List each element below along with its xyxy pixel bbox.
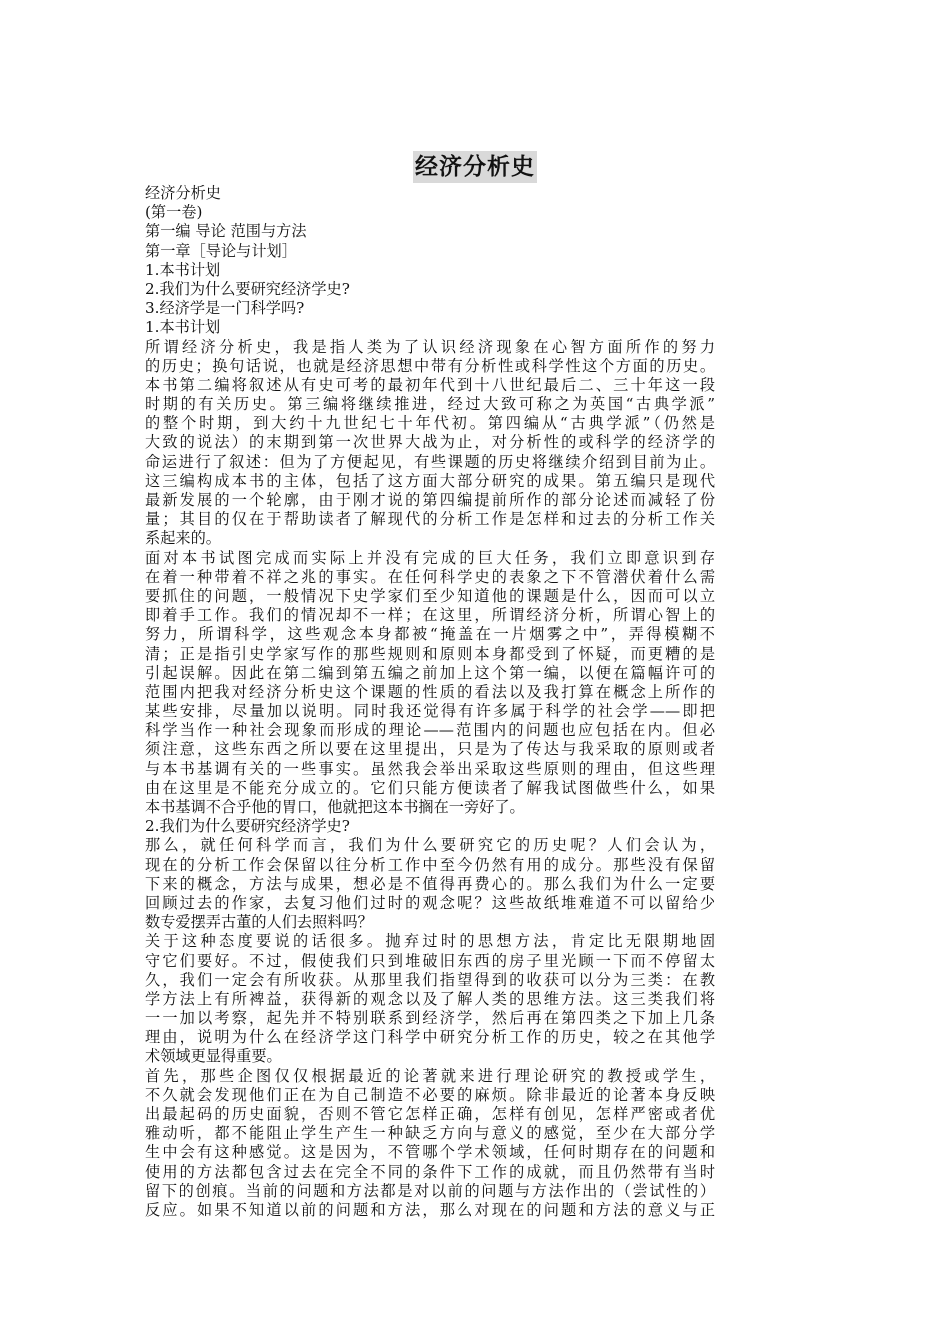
text-line: (第一卷): [145, 203, 203, 222]
text-line: 留下的创痕。当前的问题和方法都是对以前的问题与方法作出的（尝试性的）: [145, 1181, 715, 1200]
text-line: 使用的方法都包含过去在完全不同的条件下工作的成就，而且仍然带有当时: [145, 1162, 715, 1181]
text-line: 回顾过去的作家，去复习他们过时的观念呢？这些故纸堆难道不可以留给少: [145, 893, 715, 912]
text-line: 1.本书计划: [145, 318, 221, 337]
document-title-container: [0, 151, 950, 183]
text-line: 1.本书计划: [145, 260, 221, 279]
text-line: 第一编 导论 范围与方法: [145, 222, 307, 241]
text-line: 某些安排，尽量加以说明。同时我还觉得有许多属于科学的社会学——即把: [145, 702, 715, 721]
text-line: 第一章［导论与计划］: [145, 241, 297, 260]
text-line: 面对本书试图完成而实际上并没有完成的巨大任务，我们立即意识到存: [145, 548, 715, 567]
text-line: 守它们要好。不过，假使我们只到堆破旧东西的房子里光顾一下而不停留太: [145, 951, 715, 970]
text-line: 量；其目的仅在于帮助读者了解现代的分析工作是怎样和过去的分析工作关: [145, 510, 715, 529]
text-line: 那么，就任何科学而言，我们为什么要研究它的历史呢？人们会认为，: [145, 836, 715, 855]
text-line: 的历史；换句话说，也就是经济思想中带有分析性或科学性这个方面的历史。: [145, 356, 715, 375]
text-line: 在着一种带着不祥之兆的事实。在任何科学史的表象之下不管潜伏着什么需: [145, 567, 715, 586]
document-body: [145, 184, 715, 1220]
document-title: 经济分析史: [413, 151, 537, 183]
text-line: 理由，说明为什么在经济学这门科学中研究分析工作的历史，较之在其他学: [145, 1028, 715, 1047]
text-line: 关于这种态度要说的话很多。抛弃过时的思想方法，肯定比无限期地固: [145, 932, 715, 951]
text-line: 3.经济学是一门科学吗?: [145, 299, 305, 318]
text-line: 雅动听，都不能阻止学生产生一种缺乏方向与意义的感觉，至少在大部分学: [145, 1124, 715, 1143]
text-line: 经济分析史: [145, 184, 221, 202]
text-line: 久，我们一定会有所收获。从那里我们指望得到的收获可以分为三类：在教: [145, 970, 715, 989]
text-line: 数专爱摆弄古董的人们去照料吗？: [145, 913, 373, 932]
text-line: 由在这里是不能充分成立的。它们只能方便读者了解我试图做些什么，如果: [145, 778, 715, 797]
text-line: 所谓经济分析史，我是指人类为了认识经济现象在心智方面所作的努力: [145, 337, 715, 356]
text-line: 时期的有关历史。第三编将继续推进，经过大致可称之为英国“古典学派”: [145, 395, 715, 414]
text-line: 的整个时期，到大约十九世纪七十年代初。第四编从“古典学派”（仍然是: [145, 414, 715, 433]
text-line: 不久就会发现他们正在为自己制造不必要的麻烦。除非最近的论著本身反映: [145, 1085, 715, 1104]
text-line: 努力，所谓科学，这些观念本身都被“掩盖在一片烟雾之中”，弄得模糊不: [145, 625, 715, 644]
text-line: 须注意，这些东西之所以要在这里提出，只是为了传达与我采取的原则或者: [145, 740, 715, 759]
text-line: 命运进行了叙述：但为了方便起见，有些课题的历史将继续介绍到目前为止。: [145, 452, 715, 471]
text-line: 出最起码的历史面貌，否则不管它怎样正确，怎样有创见，怎样严密或者优: [145, 1105, 715, 1123]
text-line: 这三编构成本书的主体，包括了这方面大部分研究的成果。第五编只是现代: [145, 471, 715, 490]
text-line: 系起来的。: [145, 529, 221, 548]
text-line: 本书基调不合乎他的胃口，他就把这本书搁在一旁好了。: [145, 798, 525, 816]
text-line: 清；正是指引史学家写作的那些规则和原则本身都受到了怀疑，而更糟的是: [145, 644, 715, 663]
text-line: 下来的概念，方法与成果，想必是不值得再费心的。那么我们为什么一定要: [145, 874, 715, 893]
text-line: 术领域更显得重要。: [145, 1047, 282, 1066]
text-line: 2.我们为什么要研究经济学史?: [145, 817, 350, 836]
text-line: 学方法上有所裨益，获得新的观念以及了解人类的思维方法。这三类我们将: [145, 989, 715, 1008]
text-line: 范围内把我对经济分析史这个课题的性质的看法以及我打算在概念上所作的: [145, 682, 715, 701]
text-line: 反应。如果不知道以前的问题和方法，那么对现在的问题和方法的意义与正: [145, 1200, 715, 1219]
text-line: 与本书基调有关的一些事实。虽然我会举出采取这些原则的理由，但这些理: [145, 759, 715, 778]
text-line: 现在的分析工作会保留以往分析工作中至今仍然有用的成分。那些没有保留: [145, 855, 715, 874]
text-line: 最新发展的一个轮廓，由于刚才说的第四编提前所作的部分论述而减轻了份: [145, 491, 715, 509]
text-line: 2.我们为什么要研究经济学史?: [145, 279, 350, 298]
text-line: 科学当作一种社会现象而形成的理论——范围内的问题也应包括在内。但必: [145, 721, 715, 740]
text-line: 要抓住的问题，一般情况下史学家们至少知道他的课题是什么，因而可以立: [145, 586, 715, 605]
text-line: 生中会有这种感觉。这是因为，不管哪个学术领域，任何时期存在的问题和: [145, 1143, 715, 1162]
text-line: 本书第二编将叙述从有史可考的最初年代到十八世纪最后二、三十年这一段: [145, 375, 715, 394]
text-line: 一一加以考察，起先并不特别联系到经济学，然后再在第四类之下加上几条: [145, 1009, 715, 1028]
text-line: 引起误解。因此在第二编到第五编之前加上这个第一编，以便在篇幅许可的: [145, 663, 715, 682]
text-line: 即着手工作。我们的情况却不一样；在这里，所谓经济分析，所谓心智上的: [145, 606, 715, 625]
text-line: 大致的说法）的末期到第一次世界大战为止，对分析性的或科学的经济学的: [145, 433, 715, 452]
text-line: 首先，那些企图仅仅根据最近的论著就来进行理论研究的教授或学生，: [145, 1066, 715, 1085]
